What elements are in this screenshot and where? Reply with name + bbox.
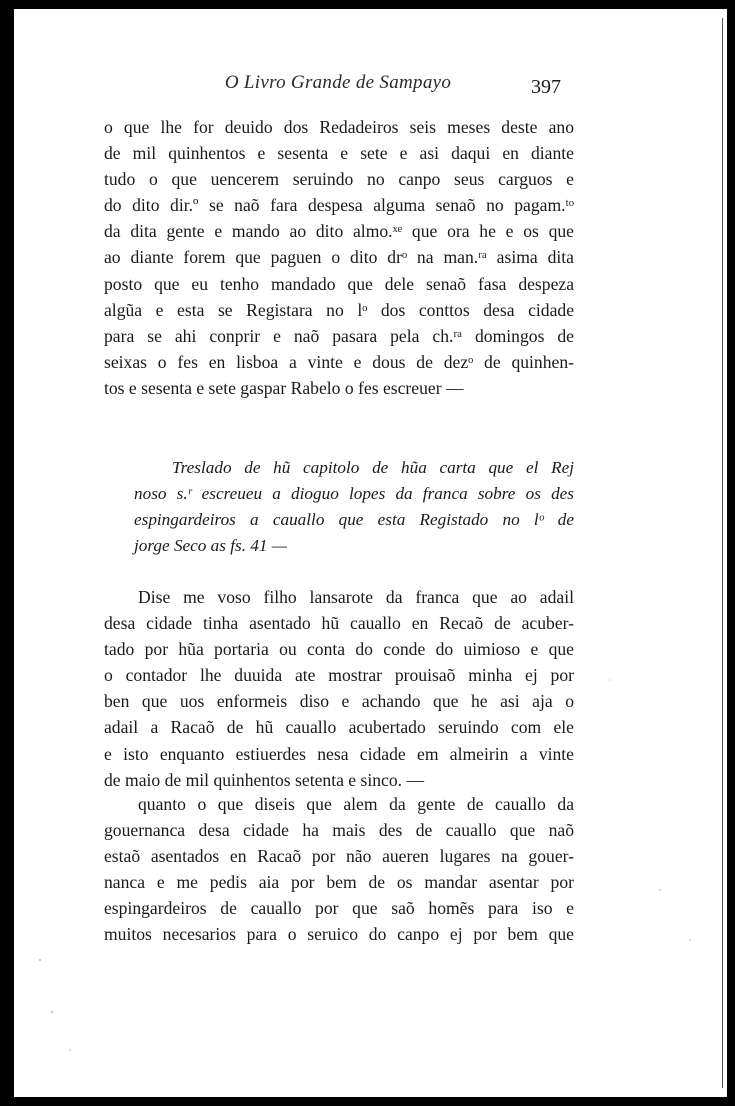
text-line: da dita gente e mando ao dito almo.ˣᵉ que ora he e os que xyxy=(104,221,574,242)
paragraph-3 xyxy=(104,791,574,948)
text-line: o que lhe for deuido dos Redadeiros seis meses deste ano xyxy=(104,117,574,137)
text-line: Dise me voso filho lansarote da franca que ao adail xyxy=(138,587,574,607)
heading-line: Treslado de hũ capitolo de hũa carta que el Rej xyxy=(172,458,574,477)
heading-line: noso s.ʳ escreueu a dioguo lopes da franca sobre os des xyxy=(134,484,574,504)
text-line: tudo o que uencerem seruindo no canpo seus carguos e xyxy=(104,169,574,190)
text-line: estaõ asentados en Racaõ por não aueren lugares na gouer- xyxy=(104,846,574,867)
heading-line: jorge Seco as fs. 41 — xyxy=(134,536,288,556)
text-line: seixas o fes en lisboa a vinte e dous de dezᵒ de quinhen- xyxy=(104,351,574,372)
text-line: gouernanca desa cidade ha mais des de cauallo que naõ xyxy=(104,820,574,841)
text-line: de maio de mil quinhentos setenta e sinco. — xyxy=(104,769,425,790)
text-line: e isto enquanto estiuerdes nesa cidade em almeirin a vinte xyxy=(104,743,574,764)
paragraph-1 xyxy=(104,114,574,401)
text-line: adail a Racaõ de hũ cauallo acubertado seruindo com ele xyxy=(104,717,574,738)
section-heading xyxy=(134,455,574,559)
heading-line: espingardeiros a cauallo que esta Registado no lᵒ de xyxy=(134,510,574,530)
text-line: nanca e me pedis aia por bem de os mandar asentar por xyxy=(104,872,574,893)
text-line: desa cidade tinha asentado hũ cauallo en Recaõ de acuber- xyxy=(104,613,574,634)
text-line: espingardeiros de cauallo por que saõ homẽs para iso e xyxy=(104,898,574,919)
text-line: posto que eu tenho mandado que dele senaõ fasa despeza xyxy=(104,273,574,294)
text-line: ao diante forem que paguen o dito drᵒ na man.ʳᵃ asima dita xyxy=(104,247,574,268)
text-line: do dito dir.º se naõ fara despesa alguma senaõ no pagam.ᵗᵒ xyxy=(104,195,574,216)
paragraph-2 xyxy=(104,584,574,793)
text-line: muitos necesarios para o seruico do canpo ej por bem que xyxy=(104,924,574,945)
text-line: tos e sesenta e sete gaspar Rabelo o fes escreuer — xyxy=(104,377,464,398)
running-title: O Livro Grande de Sampayo xyxy=(224,72,452,93)
text-line: o contador lhe duuida ate mostrar prouisaõ minha ej por xyxy=(104,665,574,686)
text-line: de mil quinhentos e sesenta e sete e asi daqui en diante xyxy=(104,143,574,164)
page-edge-rule xyxy=(722,18,723,1088)
page-header xyxy=(0,72,735,102)
page-number: 397 xyxy=(531,76,561,98)
text-line: algũa e esta se Registara no lᵒ dos conttos desa cidade xyxy=(104,299,574,320)
text-line: para se ahi conprir e naõ pasara pela ch.ʳᵃ domingos de xyxy=(104,325,574,346)
text-line: tado por hũa portaria ou conta do conde do uimioso e que xyxy=(104,639,574,660)
text-line: ben que uos enformeis diso e achando que he asi aja o xyxy=(104,691,574,712)
text-line: quanto o que diseis que alem da gente de cauallo da xyxy=(138,794,574,814)
